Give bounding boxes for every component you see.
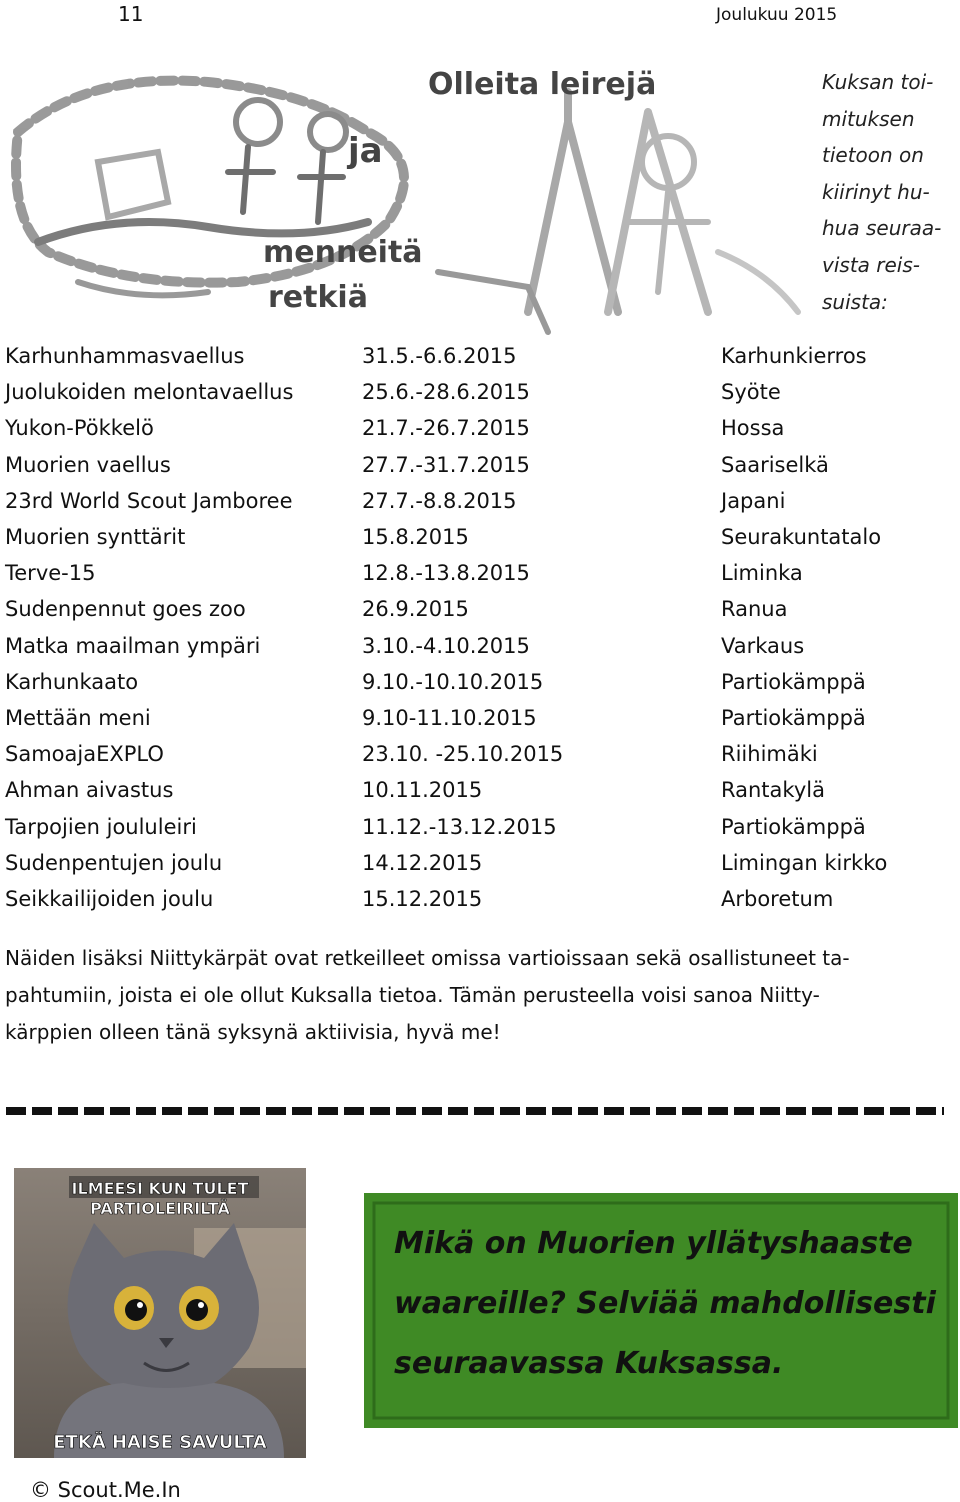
- event-date: 25.6.-28.6.2015: [362, 380, 530, 405]
- event-date: 27.7.-31.7.2015: [362, 452, 530, 477]
- event-date: 11.12.-13.12.2015: [362, 814, 557, 839]
- event-row: [0, 845, 960, 881]
- event-name: Sudenpentujen joulu: [5, 850, 223, 875]
- event-name: Muorien synttärit: [5, 525, 186, 549]
- event-row: [0, 809, 960, 845]
- side-note-line: suista:: [822, 289, 888, 314]
- event-place: Partiokämppä: [721, 669, 866, 694]
- event-date: 15.8.2015: [362, 525, 469, 549]
- event-name: Muorien vaellus: [5, 452, 171, 477]
- side-note-line: kiirinyt hu-: [822, 179, 930, 204]
- event-place: Arboretum: [721, 887, 834, 911]
- event-name: Tarpojien joululeiri: [5, 814, 197, 839]
- event-date: 9.10-11.10.2015: [362, 706, 537, 730]
- paragraph-line: pahtumiin, joista ei ole ollut Kuksalla tietoa. Tämän perusteella voisi sanoa Niitty-: [5, 983, 820, 1007]
- banner-line: seuraavassa Kuksassa.: [394, 1346, 784, 1381]
- side-note-line: vista reis-: [822, 252, 920, 277]
- event-row: [0, 410, 960, 446]
- event-row: [0, 519, 960, 555]
- illustration-title-4: retkiä: [268, 280, 368, 315]
- meme-bottom-text: ETKÄ HAISE SAVULTA: [53, 1432, 267, 1453]
- event-name: Terve-15: [5, 561, 96, 586]
- event-date: 14.12.2015: [362, 850, 483, 875]
- illustration-title-2: ja: [348, 131, 383, 171]
- event-row: [0, 338, 960, 374]
- banner-line: waareille? Selviää mahdollisesti: [394, 1286, 936, 1321]
- event-place: Ranua: [721, 597, 788, 622]
- event-row: [0, 447, 960, 483]
- event-place: Rantakylä: [721, 778, 825, 803]
- event-name: 23rd World Scout Jamboree: [5, 488, 293, 513]
- surprised-cat-icon: [14, 1168, 306, 1458]
- illustration-title-3: menneitä: [263, 235, 423, 270]
- event-row: [0, 483, 960, 519]
- event-place: Syöte: [721, 380, 781, 405]
- event-place: Limingan kirkko: [721, 850, 888, 875]
- side-note-line: Kuksan toi-: [822, 70, 934, 94]
- event-date: 27.7.-8.8.2015: [362, 488, 517, 513]
- event-name: Seikkailijoiden joulu: [5, 887, 214, 911]
- event-row: [0, 591, 960, 627]
- event-row: [0, 736, 960, 772]
- event-row: [0, 555, 960, 591]
- side-note-line: hua seuraa-: [822, 216, 942, 241]
- event-place: Partiokämppä: [721, 706, 866, 730]
- event-place: Varkaus: [721, 633, 805, 658]
- event-date: 23.10. -25.10.2015: [362, 742, 564, 767]
- event-name: Yukon-Pökkelö: [5, 416, 154, 441]
- event-name: Juolukoiden melontavaellus: [5, 380, 294, 405]
- event-date: 31.5.-6.6.2015: [362, 344, 517, 368]
- event-place: Riihimäki: [721, 742, 818, 767]
- event-date: 15.12.2015: [362, 887, 483, 911]
- event-place: Saariselkä: [721, 452, 829, 477]
- meme-top-text-2: PARTIOLEIRILTÄ: [90, 1199, 230, 1218]
- issue-date: Joulukuu 2015: [716, 5, 838, 25]
- paragraph-line: kärppien olleen tänä syksynä aktiivisia, hyvä me!: [5, 1020, 501, 1044]
- meme-top-text-1: ILMEESI KUN TULET: [71, 1179, 249, 1198]
- campfire-drawing-icon: [8, 52, 808, 337]
- side-note-line: mituksen: [822, 106, 915, 131]
- event-name: Karhunhammasvaellus: [5, 344, 245, 368]
- event-row: [0, 664, 960, 700]
- event-name: Sudenpennut goes zoo: [5, 597, 246, 622]
- dashed-divider: [6, 1104, 944, 1118]
- event-place: Karhunkierros: [721, 344, 867, 368]
- summary-paragraph: [5, 940, 955, 1051]
- paragraph-line: Näiden lisäksi Niittykärpät ovat retkeilleet omissa vartioissaan sekä osallistuneet ta-: [5, 946, 850, 970]
- side-note-line: tietoon on: [822, 143, 924, 168]
- event-row: [0, 700, 960, 736]
- event-place: Hossa: [721, 416, 785, 441]
- event-name: SamoajaEXPLO: [5, 742, 164, 767]
- event-row: [0, 881, 960, 917]
- event-date: 21.7.-26.7.2015: [362, 416, 530, 441]
- event-name: Ahman aivastus: [5, 778, 174, 803]
- event-name: Matka maailman ympäri: [5, 633, 261, 658]
- event-date: 26.9.2015: [362, 597, 469, 622]
- image-credit: © Scout.Me.In: [30, 1478, 181, 1502]
- side-note: [822, 64, 960, 320]
- event-row: [0, 628, 960, 664]
- event-row: [0, 374, 960, 410]
- event-date: 10.11.2015: [362, 778, 483, 803]
- teaser-banner: [364, 1193, 958, 1428]
- banner-graphic: [364, 1193, 958, 1428]
- event-date: 12.8.-13.8.2015: [362, 561, 530, 586]
- page-number: 11: [118, 2, 144, 26]
- event-name: Mettään meni: [5, 706, 151, 730]
- illustration-title-1: Olleita leirejä: [428, 67, 657, 102]
- banner-line: Mikä on Muorien yllätyshaaste: [394, 1226, 913, 1261]
- event-place: Seurakuntatalo: [721, 525, 882, 549]
- event-place: Japani: [721, 488, 786, 513]
- event-name: Karhunkaato: [5, 669, 139, 694]
- event-date: 9.10.-10.10.2015: [362, 669, 544, 694]
- event-date: 3.10.-4.10.2015: [362, 633, 530, 658]
- event-place: Liminka: [721, 561, 803, 586]
- event-place: Partiokämppä: [721, 814, 866, 839]
- event-row: [0, 772, 960, 808]
